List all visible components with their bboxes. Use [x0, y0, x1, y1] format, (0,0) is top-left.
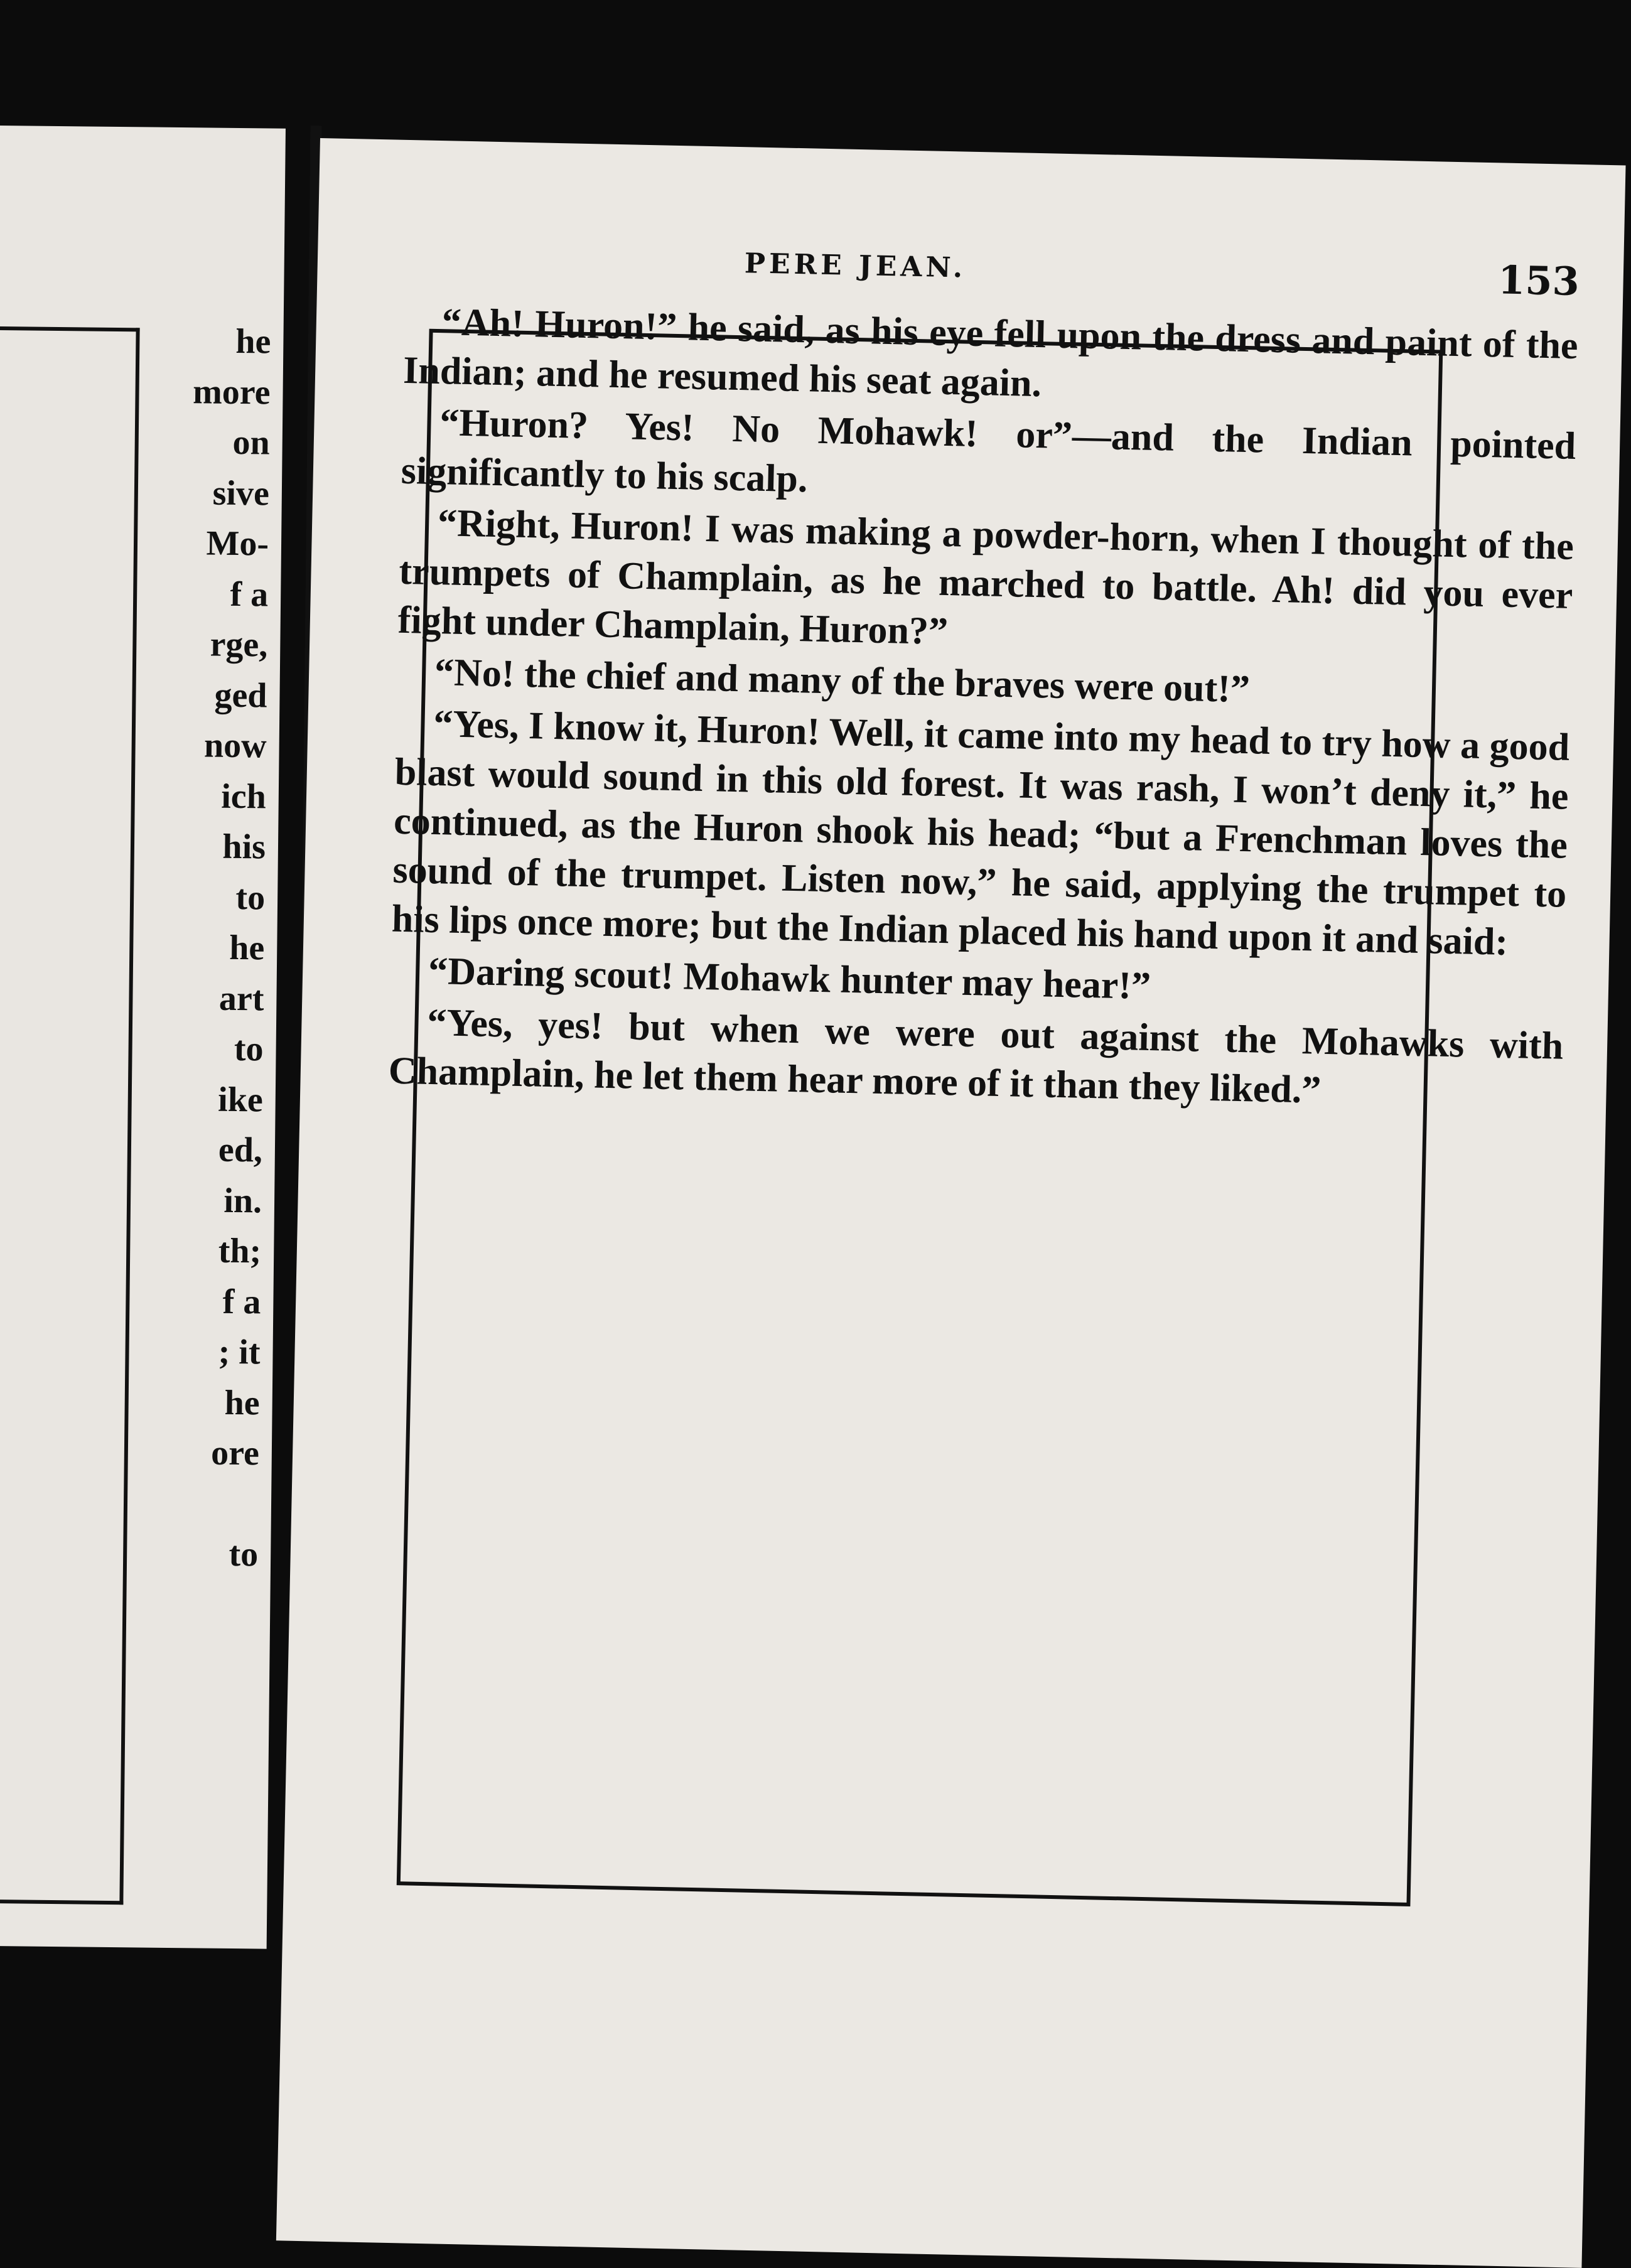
previous-page-frame: [0, 326, 140, 1905]
running-head-title: PERE JEAN.: [744, 247, 967, 284]
paragraph: “Yes, I know it, Huron! Well, it came into my head to try how a good blast would sound in this old forest. It was rash, I won’t deny it,” he continued, as the Huron shook his head; “but a Frenchman loves the sound of the trumpet. Listen now,” he said, applying the trumpet to his lips once more; but the Indian placed his hand upon it and said:: [391, 702, 1570, 964]
paragraph: “No! the chief and many of the braves were out!”: [434, 651, 1251, 711]
paragraph: “Ah! Huron!” he said, as his eye fell upon the dress and paint of the Indian; and he resumed his seat again.: [402, 301, 1579, 406]
running-head: [405, 234, 1580, 309]
page-number: 153: [1497, 257, 1580, 305]
paragraph: “Daring scout! Mohawk hunter may hear!”: [428, 949, 1151, 1008]
paragraph: “Huron? Yes! No Mohawk! or”—and the Indian pointed significantly to his scalp.: [401, 401, 1576, 501]
previous-page: [0, 126, 286, 1949]
paragraph: “Right, Huron! I was making a powder-horn, when I thought of the trumpets of Champlain, as he marched to battle. Ah! did you ever fight under Champlain, Huron?”: [397, 502, 1574, 653]
previous-page-text-fragments: he more on sive Mo- f a rge, ged now ich his to he art to ike ed, in. th; f a ; it he ore to: [192, 321, 271, 1574]
page-body-text: [388, 297, 1578, 1122]
paragraph: “Yes, yes! but when we were out against the Mohawks with Champlain, he let them hear more of it than they liked.”: [388, 1001, 1564, 1112]
book-page: [276, 138, 1626, 2268]
